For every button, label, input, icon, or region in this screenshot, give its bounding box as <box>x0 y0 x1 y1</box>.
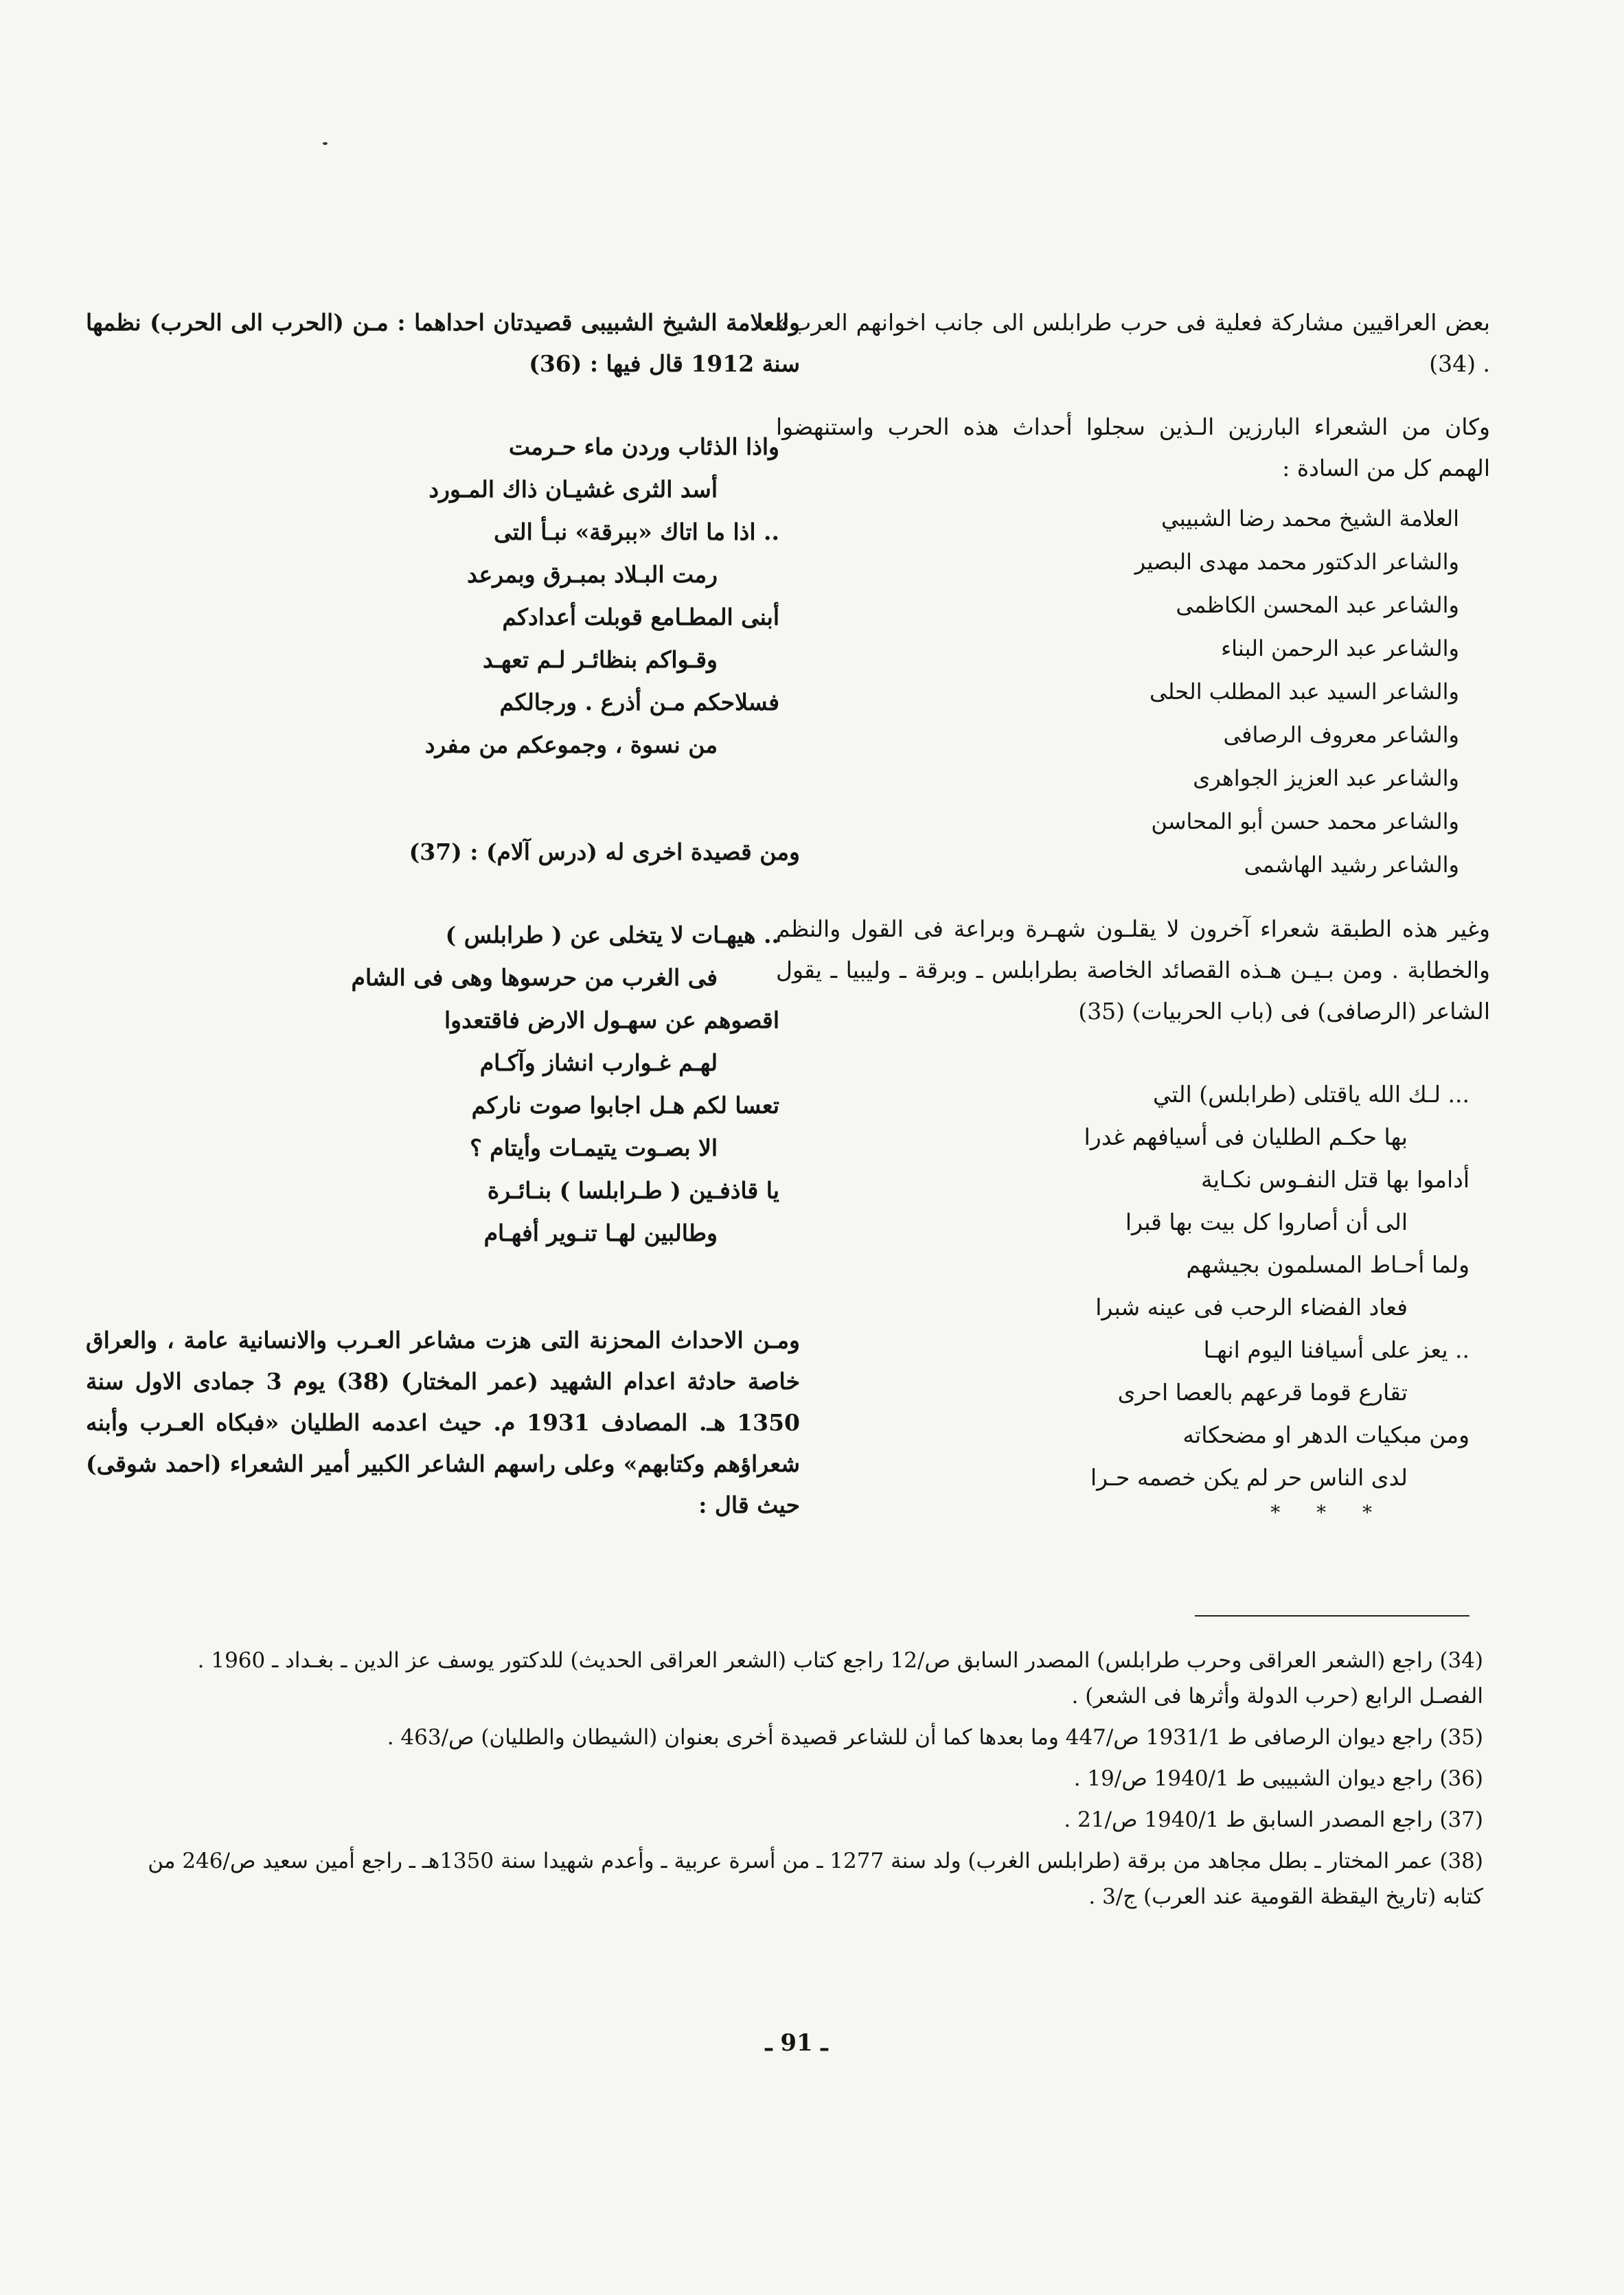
footnote-item: (35) راجع ديوان الرصافى ط 1931/1 ص/447 وما بعدها كما أن للشاعر قصيدة أخرى بعنوان (الشيطان والطليان) ص/463 . <box>387 1725 1483 1750</box>
footnote-item: (36) راجع ديوان الشبيبى ط 1940/1 ص/19 . <box>1073 1766 1483 1791</box>
second-poem-intro: ومن قصيدة اخرى له (درس آلام) : (37) <box>409 838 800 865</box>
shabibi-poem <box>86 426 800 766</box>
poem-verse: أداموا بها قتل النفـوس نكـاية <box>1201 1166 1469 1193</box>
poem-verse: تقارع قوما قرعهم بالعصا احرى <box>1117 1379 1408 1406</box>
poem-verse: ... لـك الله ياقتلى (طرابلس) التي <box>1153 1081 1469 1108</box>
footnotes <box>137 1643 1483 1920</box>
footnote-item: (38) عمر المختار ـ بطل مجاهد من برقة (طرابلس الغرب) ولد سنة 1277 ـ من أسرة عربية ـ وأعدم شهيدا سنة 1350هـ ـ راجع أمين سعيد ص/246 من كتابه (تاريخ اليقظة القومية عند العرب) ج/3 . <box>148 1849 1483 1909</box>
poets-list <box>776 497 1490 887</box>
right-column <box>776 302 1490 1527</box>
poem-verse: .. يعز على أسيافنا اليوم انهـا <box>1203 1336 1469 1363</box>
poem-verse: فى الغرب من حرسوها وهى فى الشام <box>351 964 718 991</box>
poet-list-item: والشاعر السيد عبد المطلب الحلى <box>1150 678 1459 705</box>
other-poets-paragraph: وغير هذه الطبقة شعراء آخرون لا يقلـون شهـرة وبراعة فى القول والنظم والخطابة . ومن بـيـن هـذه القصائد الخاصة بطرابلس ـ وبرقة ـ وليبيا ـ يقول الشاعر (الرصافى) فى (باب الحربيات) (35) <box>776 915 1490 1025</box>
scan-speck <box>323 142 328 145</box>
poet-list-item: والشاعر عبد العزيز الجواهرى <box>1193 765 1459 791</box>
poem-verse: تعسا لكم هـل اجابوا صوت ناركم <box>471 1092 779 1119</box>
left-intro-paragraph: وللعلامة الشيخ الشبيبى قصيدتان احداهما : مـن (الحرب الى الحرب) نظمها سنة 1912 قال فيها : (36) <box>86 309 800 377</box>
poem-verse: الا بصـوت يتيمـات وأيتام ؟ <box>470 1134 718 1161</box>
omar-mukhtar-paragraph: ومـن الاحداث المحزنة التى هزت مشاعر العـرب والانسانية عامة ، والعراق خاصة حادثة اعدام الشهيد (عمر المختار) (38) يوم 3 جمادى الاول سنة 1350 هـ. المصادف 1931 م. حيث اعدمه الطليان «فبكاه العـرب وأبنه شعراؤهم وكتابهم» وعلى راسهم الشاعر الكبير أمير الشعراء (احمد شوقى) حيث قال : <box>86 1327 800 1518</box>
poem-verse: فسلاحكم مـن أذرع . ورجالكم <box>499 689 779 716</box>
poet-list-item: والشاعر محمد حسن أبو المحاسن <box>1151 808 1459 834</box>
poem-verse: فعاد الفضاء الرحب فى عينه شبرا <box>1095 1294 1408 1321</box>
poet-list-item: والشاعر معروف الرصافى <box>1223 722 1459 748</box>
poem-verse: وطالبين لهـا تنـوير أفهـام <box>483 1220 718 1246</box>
poets-intro-paragraph: وكان من الشعراء البارزين الـذين سجلوا أحداث هذه الحرب واستنهضوا الهمم كل من السادة : <box>776 413 1490 481</box>
poem-verse: .. هيهـات لا يتخلى عن ( طرابلس ) <box>445 922 779 948</box>
poem-verse: .. اذا ما اتاك «ببرقة» نبـأ التى <box>494 518 779 545</box>
poem-verse: اقصوهم عن سهـول الارض فاقتعدوا <box>444 1007 779 1034</box>
rusafi-poem <box>776 1073 1490 1499</box>
poem-verse: ومن مبكيات الدهر او مضحكاته <box>1182 1421 1469 1448</box>
poem-verse: من نسوة ، وجموعكم من مفرد <box>424 731 718 758</box>
poet-list-item: والشاعر عبد الرحمن البناء <box>1221 635 1459 661</box>
poem-verse: يا قاذفـين ( طـرابلسا ) بنـائـرة <box>487 1177 779 1204</box>
poem-verse: لهـم غـوارب انشاز وآكـام <box>479 1049 718 1076</box>
footnote-item: (37) راجع المصدر السابق ط 1940/1 ص/21 . <box>1064 1807 1483 1832</box>
poem-verse: واذا الذئاب وردن ماء حـرمت <box>508 433 779 460</box>
dars-alam-poem <box>86 914 800 1255</box>
poet-list-item: العلامة الشيخ محمد رضا الشبيبي <box>1161 505 1459 532</box>
poem-verse: وقـواكم بنظائـر لـم تعهـد <box>482 646 718 673</box>
poet-list-item: والشاعر رشيد الهاشمى <box>1244 852 1459 878</box>
poet-list-item: والشاعر عبد المحسن الكاظمى <box>1176 592 1459 618</box>
poem-verse: ولما أحـاط المسلمون بجيشهم <box>1186 1251 1469 1278</box>
poem-verse: لدى الناس حر لم يكن خصمه حـرا <box>1090 1464 1408 1491</box>
footnote-divider <box>1195 1615 1469 1617</box>
poet-list-item: والشاعر الدكتور محمد مهدى البصير <box>1134 549 1459 575</box>
poem-verse: رمت البـلاد بمبـرق وبمرعد <box>467 561 718 588</box>
section-stars: * * * <box>1270 1501 1387 1524</box>
page-number: ـ 91 ـ <box>765 2029 828 2057</box>
right-intro-paragraph: بعض العراقيين مشاركة فعلية فى حرب طرابلس الى جانب اخوانهم العرب» . (34) <box>776 309 1490 377</box>
footnote-item: (34) راجع (الشعر العراقى وحرب طرابلس) المصدر السابق ص/12 راجع كتاب (الشعر العراقى الحديث) للدكتور يوسف عز الدين ـ بغـداد ـ 1960 . الفصـل الرابع (حرب الدولة وأثرها فى الشعر) . <box>197 1648 1483 1709</box>
poem-verse: بها حكـم الطليان فى أسيافهم غدرا <box>1084 1123 1408 1150</box>
poem-verse: أبنى المطـامع قوبلت أعدادكم <box>502 604 779 630</box>
left-column <box>86 302 800 1526</box>
poem-verse: الى أن أصاروا كل بيت بها قبرا <box>1125 1209 1408 1235</box>
poem-verse: أسد الثرى غشيـان ذاك المـورد <box>428 476 718 503</box>
